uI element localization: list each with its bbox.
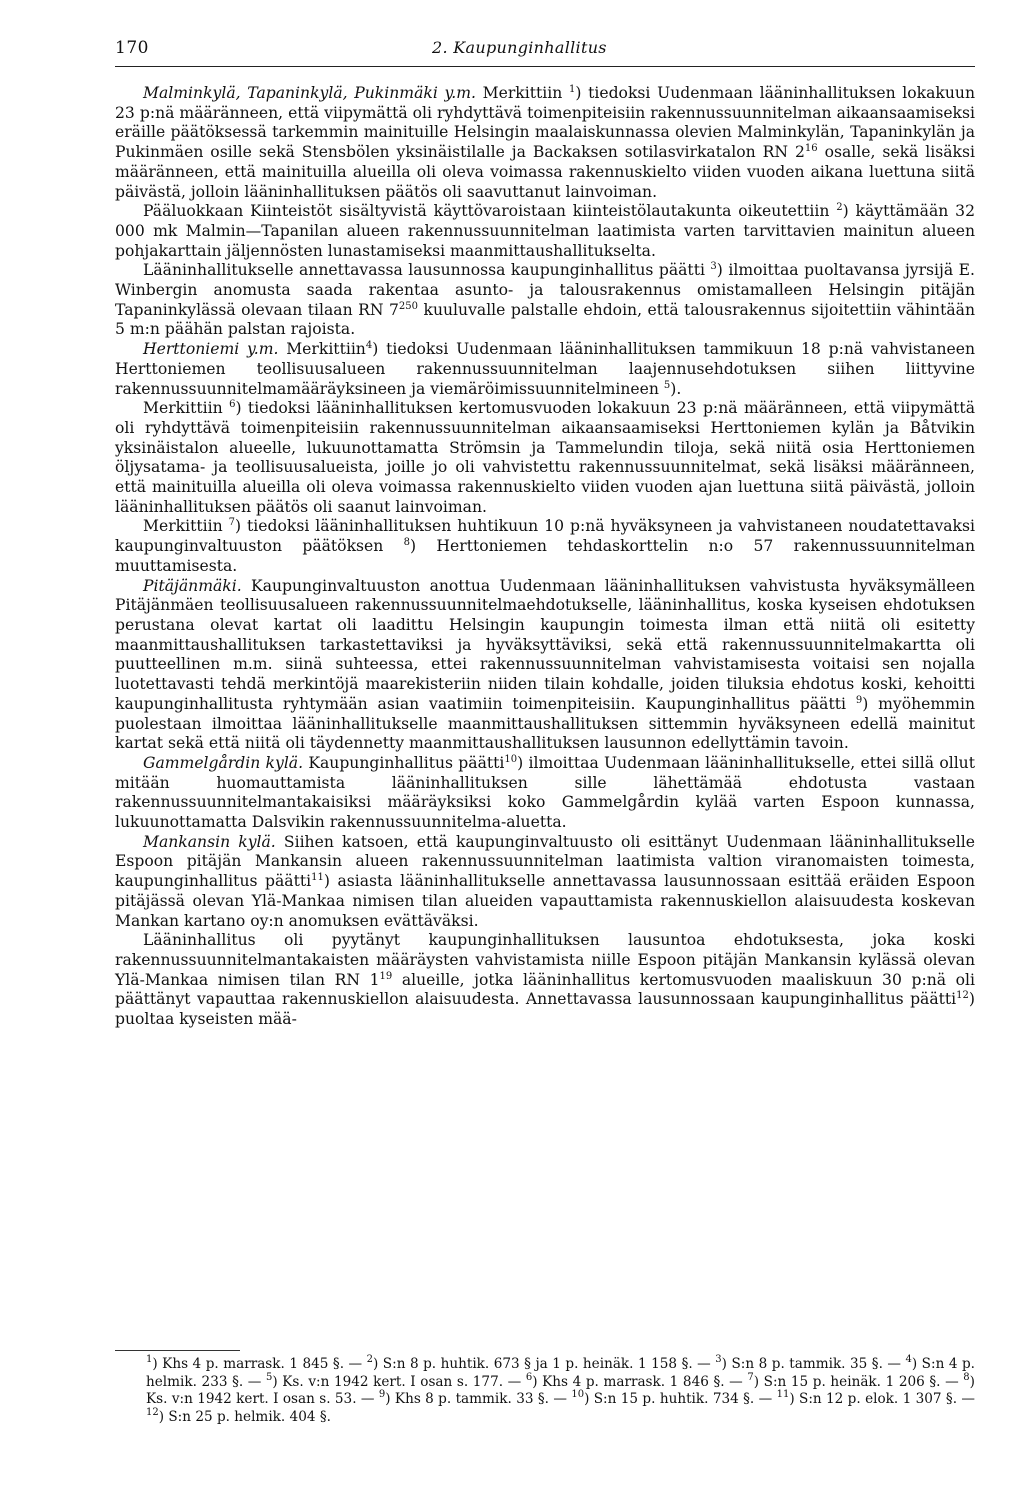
section-lead-title: Gammelgårdin kylä.: [143, 753, 304, 772]
footnote-number: 4: [905, 1354, 912, 1365]
section-lead-title: Malminkylä, Tapaninkylä, Pukinmäki y.m.: [143, 84, 476, 102]
paragraph-text: ) tiedoksi Uudenmaan lääninhallituksen lokakuun 23 p:nä määränneen, että viipymättä oli ryhdyttävä toimenpiteisiin rakennussuunnitelman aikaansaamiseksi eräille päätöksessä tarkemmin mainituille Helsingin maalaiskunnassa olevien Malminkylän, Tapaninkylän ja Pukinmäen osille sekä Stensbölen yksinäistilalle ja Backaksen sotilasvirkatalon RN 2: [115, 84, 975, 162]
footnote-reference: 3: [710, 261, 717, 273]
footnote-number: 1: [146, 1354, 153, 1365]
footnote-number: 3: [715, 1354, 722, 1365]
paragraph-text: Kaupunginhallitus päätti: [303, 753, 505, 772]
footnote-number: 11: [776, 1389, 790, 1400]
paragraph-text: kuuluvalle palstalle ehdoin, että talousrakennus sijoitettiin vähintään 5 m:n päähän palstan rajoista.: [115, 300, 975, 339]
footnote-number: 2: [366, 1354, 373, 1365]
footnotes: [146, 1356, 975, 1426]
paragraph: [115, 931, 975, 1030]
paragraph-text: ) Herttoniemen tehdaskorttelin n:o 57 rakennussuunnitelman muuttamisesta.: [115, 537, 975, 575]
footnote-reference: 4: [365, 340, 373, 352]
footnote-reference: 1: [568, 84, 576, 95]
paragraph-text: Merkittiin: [143, 399, 230, 418]
section-lead-title: Herttoniemi y.m.: [143, 340, 279, 359]
footnote-reference: 7: [228, 517, 235, 529]
footnote-text: ) Khs 8 p. tammik. 33 §. —: [385, 1391, 572, 1407]
footnote-number: 8: [963, 1371, 970, 1383]
paragraph-text: alueille, jotka lääninhallitus kertomusvuoden maaliskuun 30 p:nä oli päättänyt vapauttaa rakennuskiellon alaisuudesta. Annettavassa lausunnossaan kaupunginhallitus päätti: [115, 970, 975, 1009]
paragraph: [115, 399, 975, 517]
paragraph: [115, 340, 975, 399]
section-lead-title: Mankansin kylä.: [143, 832, 276, 851]
paragraph-text: Siihen katsoen, että kaupunginvaltuusto oli esittänyt Uudenmaan lääninhallitukselle Espoon pitäjän Mankansin alueen rakennussuunnitelman laatimista valtion viranomaisten toimesta, kaupunginhallitus päätti: [115, 832, 975, 891]
paragraph-text: ) ilmoittaa Uudenmaan lääninhallitukselle, ettei sillä ollut mitään huomauttamista lääninhallituksen sille lähettämää ehdotusta vastaan rakennussuunnitelmantakaisiksi määräyksiksi koko Gammelgårdin kylää varten Espoon kunnassa, lukuunottamatta Dalsvikin rakennussuunnitelma-aluetta.: [115, 753, 975, 832]
footnote-reference: 9: [855, 694, 863, 706]
page-number: 170: [115, 38, 149, 58]
paragraph-text: Merkittiin: [278, 340, 366, 359]
paragraph: [115, 202, 975, 261]
paragraph: [115, 84, 975, 202]
footnote-reference: 2: [836, 202, 843, 214]
paragraph: [115, 577, 975, 754]
running-head: 2. Kaupunginhallitus: [432, 38, 607, 57]
footnote-text: ) S:n 12 p. elok. 1 307 §. —: [789, 1391, 975, 1407]
footnote-number: 5: [266, 1371, 273, 1383]
footnote-text: ) Ks. v:n 1942 kert. I osan s. 53. —: [146, 1373, 975, 1407]
paragraph-text: Kaupunginvaltuuston anottua Uudenmaan lääninhallituksen vahvistusta hyväksymälleen Pitäjänmäen teollisuusalueen rakennussuunnitelmaehdotukselle, lääninhallitus, koska kyseisen ehdotuksen perustana olevat kartat oli laadittu Helsingin kaupungin toimesta ilman että niitä oli esitetty maanmittaushallituksen tarkastettaviksi ja hyväksyttäviksi, sekä että rakennussuunnitelmakartta oli puutteellinen m.m. siinä suhteessa, ettei rakennussuunnitelman vahvistamisesta voitaisi sen nojalla luotettavasti tehdä merkintöjä maarekisteriin niiden tilain kohdalle, joiden tiluksia ehdotus koski, kehoitti kaupunginhallitusta ryhtymään asian vaatimiin toimenpiteisiin. Kaupunginhallitus päätti: [115, 576, 975, 713]
footnote-reference: 8: [403, 537, 410, 549]
paragraph-text: Merkittiin: [475, 84, 569, 102]
paragraph-text: ) tiedoksi lääninhallituksen kertomusvuoden lokakuun 23 p:nä määränneen, että viipymättä oli ryhdyttävä toimenpiteisiin rakennussuunnitelman aikaansaamiseksi Herttoniemen kylän ja Båtvikin yksinäistalon alueelle, lukuunottamatta Strömsin ja Tammelundin tiloja, sekä niitä osia Herttoniemen öljysatama- ja teollisuusalueista, joille jo oli vahvistettu rakennussuunnitelmat, sekä lisäksi määränneen, että mainituilla alueilla oli oleva voimassa rakennuskielto viiden vuoden ajan luettuna siitä päivästä, jolloin lääninhallituksen päätös oli saanut lainvoiman.: [115, 399, 975, 516]
footnote-text: ) S:n 25 p. helmik. 404 §.: [158, 1408, 331, 1425]
body-text: [115, 84, 975, 1030]
footnote-reference: 6: [229, 399, 236, 411]
paragraph-text: ) asiasta lääninhallitukselle annettavassa lausunnossaan esittää eräiden Espoon pitäjässä olevan Ylä-Mankaa nimisen tilan alueiden vapauttamista rakennuskiellon alaisuudesta koskevan Mankan kartano oy:n anomuksen evättäväksi.: [115, 872, 975, 930]
paragraph-text: ) tiedoksi Uudenmaan lääninhallituksen tammikuun 18 p:nä vahvistaneen Herttoniemen teollisuusalueen rakennussuunnitelman laajennusehdotuksen siihen liittyvine rakennussuunnitelmamääräyksineen ja viemäröimissuunnitelmineen: [115, 340, 975, 398]
paragraph-text: ) myöhemmin puolestaan ilmoittaa lääninhallitukselle maanmittaushallituksen sittemmin hyväksyneen edellä mainitut kartat sekä että niitä oli täydennetty maanmittaushallituksen lausunnon edellyttämin tavoin.: [115, 694, 975, 753]
footnote-text: ) S:n 8 p. huhtik. 673 § ja 1 p. heinäk. 1 158 §. —: [373, 1356, 716, 1372]
footnote-reference: 10: [504, 753, 518, 765]
footnote-divider: [115, 1350, 240, 1351]
paragraph-text: ) tiedoksi lääninhallituksen huhtikuun 10 p:nä hyväksyneen ja vahvistaneen noudatettavaksi kaupunginvaltuuston päätöksen: [115, 517, 975, 556]
paragraph-text: Lääninhallitukselle annettavassa lausunnossa kaupunginhallitus päätti: [143, 261, 711, 280]
footnote-text: ) Khs 4 p. marrask. 1 845 §. —: [152, 1356, 367, 1372]
footnote-text: ) S:n 15 p. huhtik. 734 §. —: [584, 1391, 777, 1407]
section-lead-title: Pitäjänmäki.: [143, 576, 242, 595]
paragraph-text: ) puoltaa kyseisten mää-: [115, 990, 975, 1029]
footnote-number: 9: [378, 1389, 386, 1400]
page-header: [115, 36, 975, 67]
footnote-text: ) S:n 4 p. helmik. 233 §. —: [146, 1356, 975, 1390]
paragraph: [115, 833, 975, 932]
footnote-number: 7: [747, 1371, 754, 1383]
paragraph-text: Merkittiin: [143, 517, 229, 536]
footnote-text: ) Ks. v:n 1942 kert. I osan s. 177. —: [272, 1373, 526, 1390]
paragraph: [115, 261, 975, 340]
paragraph: [115, 754, 975, 833]
footnote-reference: 12: [956, 990, 969, 1002]
footnote-number: 10: [571, 1389, 585, 1400]
paragraph-text: Pääluokkaan Kiinteistöt sisältyvistä käyttövaroistaan kiinteistölautakunta oikeutettiin: [143, 202, 837, 221]
paragraph: [115, 517, 975, 576]
footnote-text: ) Khs 4 p. marrask. 1 846 §. —: [532, 1373, 748, 1390]
footnote-text: ) S:n 15 p. heinäk. 1 206 §. —: [753, 1373, 964, 1390]
paragraph-text: Lääninhallitus oli pyytänyt kaupunginhallituksen lausuntoa ehdotuksesta, joka koski rakennussuunnitelmantakaisten määräysten vahvistamista niille Espoon pitäjän Mankansin kylässä olevan Ylä-Mankaa nimisen tilan RN 1: [115, 931, 975, 989]
footnote-text: ) S:n 8 p. tammik. 35 §. —: [721, 1356, 906, 1372]
footnote-number: 12: [146, 1406, 159, 1418]
footnote-reference: 250: [398, 300, 419, 312]
footnote-reference: 5: [663, 379, 671, 391]
footnote-number: 6: [525, 1371, 533, 1383]
paragraph-text: ) käyttämään 32 000 mk Malmin—Tapanilan alueen rakennussuunnitelman laatimista varten tarvittavien mainitun alueen pohjakarttain jäljennösten lunastamiseksi maanmittaushallitukselta.: [115, 202, 976, 260]
footnote-reference: 11: [311, 872, 324, 884]
footnote-reference: 16: [804, 143, 818, 155]
paragraph-text: ) ilmoittaa puoltavansa jyrsijä E. Winbergin anomusta saada rakentaa asunto- ja talousrakennus omistamalleen Helsingin pitäjän Tapaninkylässä olevaan tilaan RN 7: [115, 261, 975, 319]
paragraph-text: ).: [670, 379, 682, 398]
footnote-reference: 19: [379, 970, 393, 982]
paragraph-text: osalle, sekä lisäksi määränneen, että mainituilla alueilla oli oleva voimassa rakennuskielto viiden vuoden aikana luettuna siitä päivästä, jolloin lääninhallituksen päätös oli saavuttanut lainvoiman.: [115, 143, 975, 201]
